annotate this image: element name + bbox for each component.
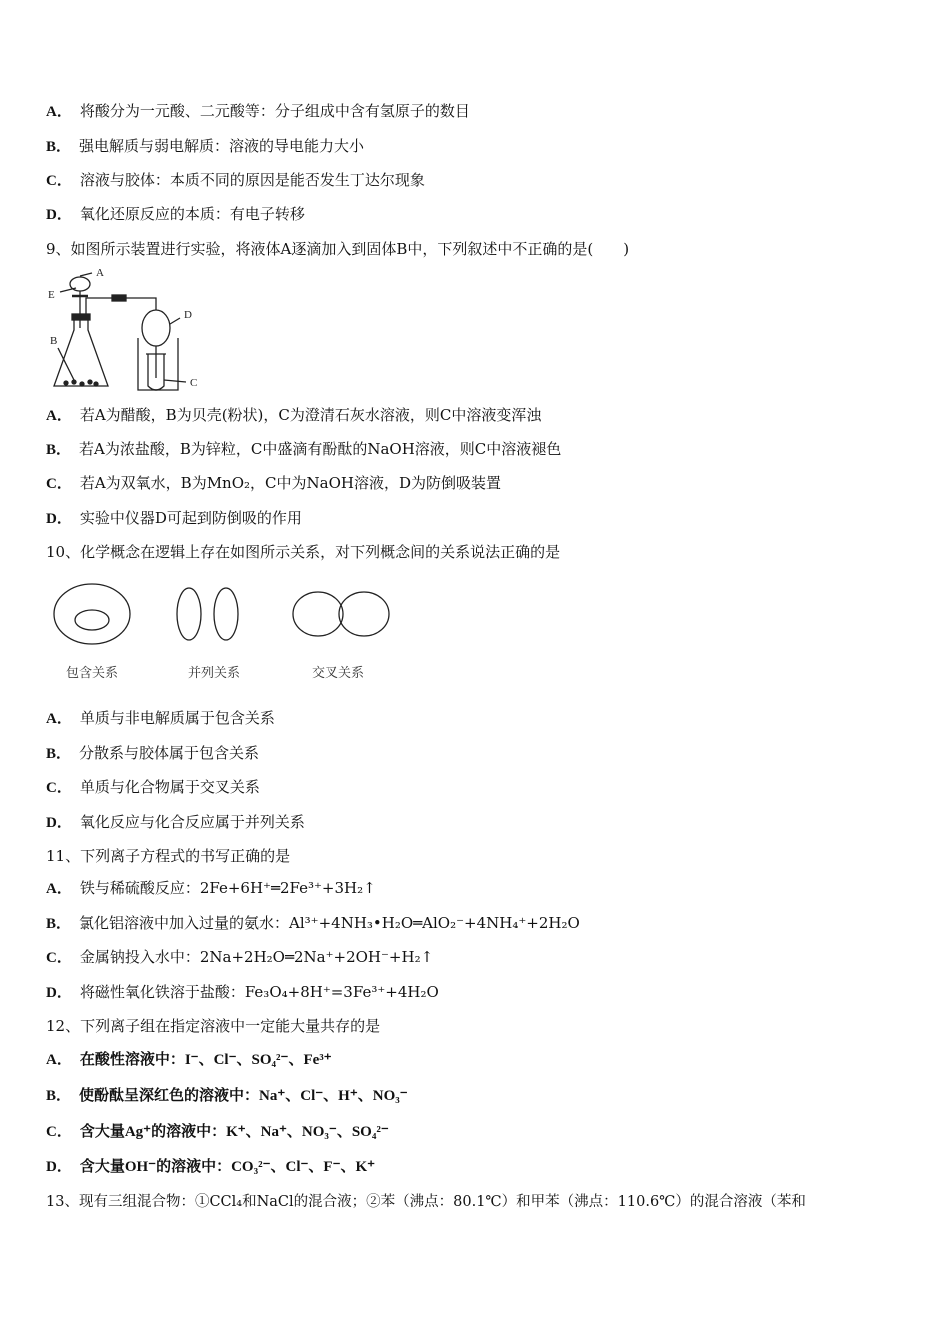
containing-outer-ellipse — [54, 584, 130, 644]
option-label: D． — [46, 1159, 72, 1175]
cross-left-ellipse — [293, 592, 343, 636]
label-e: E — [48, 289, 55, 301]
caption-parallel: 并列关系 — [188, 666, 241, 681]
option-label: D． — [46, 207, 72, 223]
q12-option-b — [46, 1085, 408, 1106]
q8-option-c — [46, 170, 425, 191]
q9-option-d — [46, 508, 302, 529]
option-label: C． — [46, 173, 72, 189]
option-label: D． — [46, 815, 72, 831]
option-label: B． — [46, 916, 72, 932]
option-label: B． — [46, 139, 72, 155]
option-text: 强电解质与弱电解质：溶液的导电能力大小 — [79, 137, 365, 155]
label-b: B — [50, 335, 58, 347]
option-text: 氧化反应与化合反应属于并列关系 — [79, 813, 305, 831]
option-text: 若A为浓盐酸，B为锌粒，C中盛滴有酚酞的NaOH溶液，则C中溶液褪色 — [79, 440, 562, 458]
q11-option-d — [46, 982, 439, 1003]
option-label: C． — [46, 1124, 72, 1140]
option-label: A． — [46, 1052, 72, 1068]
option-text: 使酚酞呈深红色的溶液中：Na⁺、Cl⁻、H⁺、NO₃⁻ — [79, 1088, 408, 1104]
option-label: B． — [46, 442, 72, 458]
q12-option-d — [46, 1156, 375, 1177]
option-label: D． — [46, 985, 72, 1001]
option-text: 将酸分为一元酸、二元酸等：分子组成中含有氢原子的数目 — [79, 102, 470, 120]
label-d: D — [184, 309, 192, 321]
q12-stem: 12、下列离子组在指定溶液中一定能大量共存的是 — [46, 1017, 381, 1035]
option-text: 若A为双氧水，B为MnO₂，C中为NaOH溶液，D为防倒吸装置 — [79, 474, 501, 492]
option-label: A． — [46, 104, 72, 120]
option-text: 将磁性氧化铁溶于盐酸：Fe₃O₄+8H⁺=3Fe³⁺+4H₂O — [79, 983, 439, 1001]
option-text: 溶液与胶体：本质不同的原因是能否发生丁达尔现象 — [79, 171, 425, 189]
option-text: 氧化还原反应的本质：有电子转移 — [79, 205, 305, 223]
q11-stem: 11、下列离子方程式的书写正确的是 — [46, 847, 291, 865]
relation-diagram — [46, 580, 396, 650]
q11-option-b — [46, 913, 580, 934]
option-text: 含大量Ag⁺的溶液中：K⁺、Na⁺、NO₃⁻、SO₄²⁻ — [79, 1124, 389, 1140]
q10-option-b — [46, 743, 259, 764]
q10-option-c — [46, 777, 260, 798]
q11-option-c — [46, 947, 433, 968]
q10-option-a — [46, 708, 275, 729]
q8-option-d — [46, 204, 305, 225]
option-text: 若A为醋酸，B为贝壳(粉状)，C为澄清石灰水溶液，则C中溶液变浑浊 — [79, 406, 542, 424]
option-text: 单质与化合物属于交叉关系 — [79, 778, 260, 796]
option-label: C． — [46, 780, 72, 796]
option-text: 分散系与胶体属于包含关系 — [79, 744, 260, 762]
label-c: C — [190, 377, 198, 389]
q10-stem: 10、化学概念在逻辑上存在如图所示关系，对下列概念间的关系说法正确的是 — [46, 543, 561, 561]
bulb-d — [142, 310, 170, 346]
option-text: 单质与非电解质属于包含关系 — [79, 709, 275, 727]
option-label: A． — [46, 408, 72, 424]
q10-option-d — [46, 812, 305, 833]
option-label: C． — [46, 950, 72, 966]
cross-right-ellipse — [339, 592, 389, 636]
option-text: 含大量OH⁻的溶液中：CO₃²⁻、Cl⁻、F⁻、K⁺ — [79, 1159, 376, 1175]
option-text: 金属钠投入水中：2Na+2H₂O═2Na⁺+2OH⁻+H₂↑ — [79, 948, 434, 966]
option-label: A． — [46, 881, 72, 897]
containing-inner-ellipse — [75, 610, 109, 630]
q12-option-a — [46, 1049, 332, 1070]
caption-containing: 包含关系 — [66, 666, 119, 681]
option-text: 氯化铝溶液中加入过量的氨水：Al³⁺+4NH₃•H₂O═AlO₂⁻+4NH₄⁺+2H₂O — [79, 914, 580, 932]
parallel-left-ellipse — [177, 588, 201, 640]
q9-stem: 9、如图所示装置进行实验，将液体A逐滴加入到固体B中，下列叙述中不正确的是( ) — [46, 240, 630, 258]
caption-cross: 交叉关系 — [312, 666, 365, 681]
apparatus-diagram — [46, 268, 216, 396]
option-label: B． — [46, 1088, 72, 1104]
option-text: 在酸性溶液中：I⁻、Cl⁻、SO₄²⁻、Fe³⁺ — [79, 1052, 332, 1068]
q13-stem: 13、现有三组混合物：①CCl₄和NaCl的混合液；②苯（沸点：80.1℃）和甲苯（沸点：110.6℃）的混合溶液（苯和 — [46, 1194, 806, 1210]
option-label: C． — [46, 476, 72, 492]
option-label: D． — [46, 511, 72, 527]
q9-option-b — [46, 439, 561, 460]
q8-option-b — [46, 136, 364, 157]
option-label: A． — [46, 711, 72, 727]
q9-option-a — [46, 405, 541, 426]
option-label: B． — [46, 746, 72, 762]
q11-option-a — [46, 878, 376, 899]
label-a: A — [96, 268, 104, 279]
option-text: 实验中仪器D可起到防倒吸的作用 — [79, 509, 302, 527]
conical-flask — [54, 316, 108, 386]
option-text: 铁与稀硫酸反应：2Fe+6H⁺═2Fe³⁺+3H₂↑ — [79, 879, 376, 897]
q8-option-a — [46, 101, 470, 122]
q9-option-c — [46, 473, 501, 494]
parallel-right-ellipse — [214, 588, 238, 640]
q12-option-c — [46, 1121, 389, 1142]
